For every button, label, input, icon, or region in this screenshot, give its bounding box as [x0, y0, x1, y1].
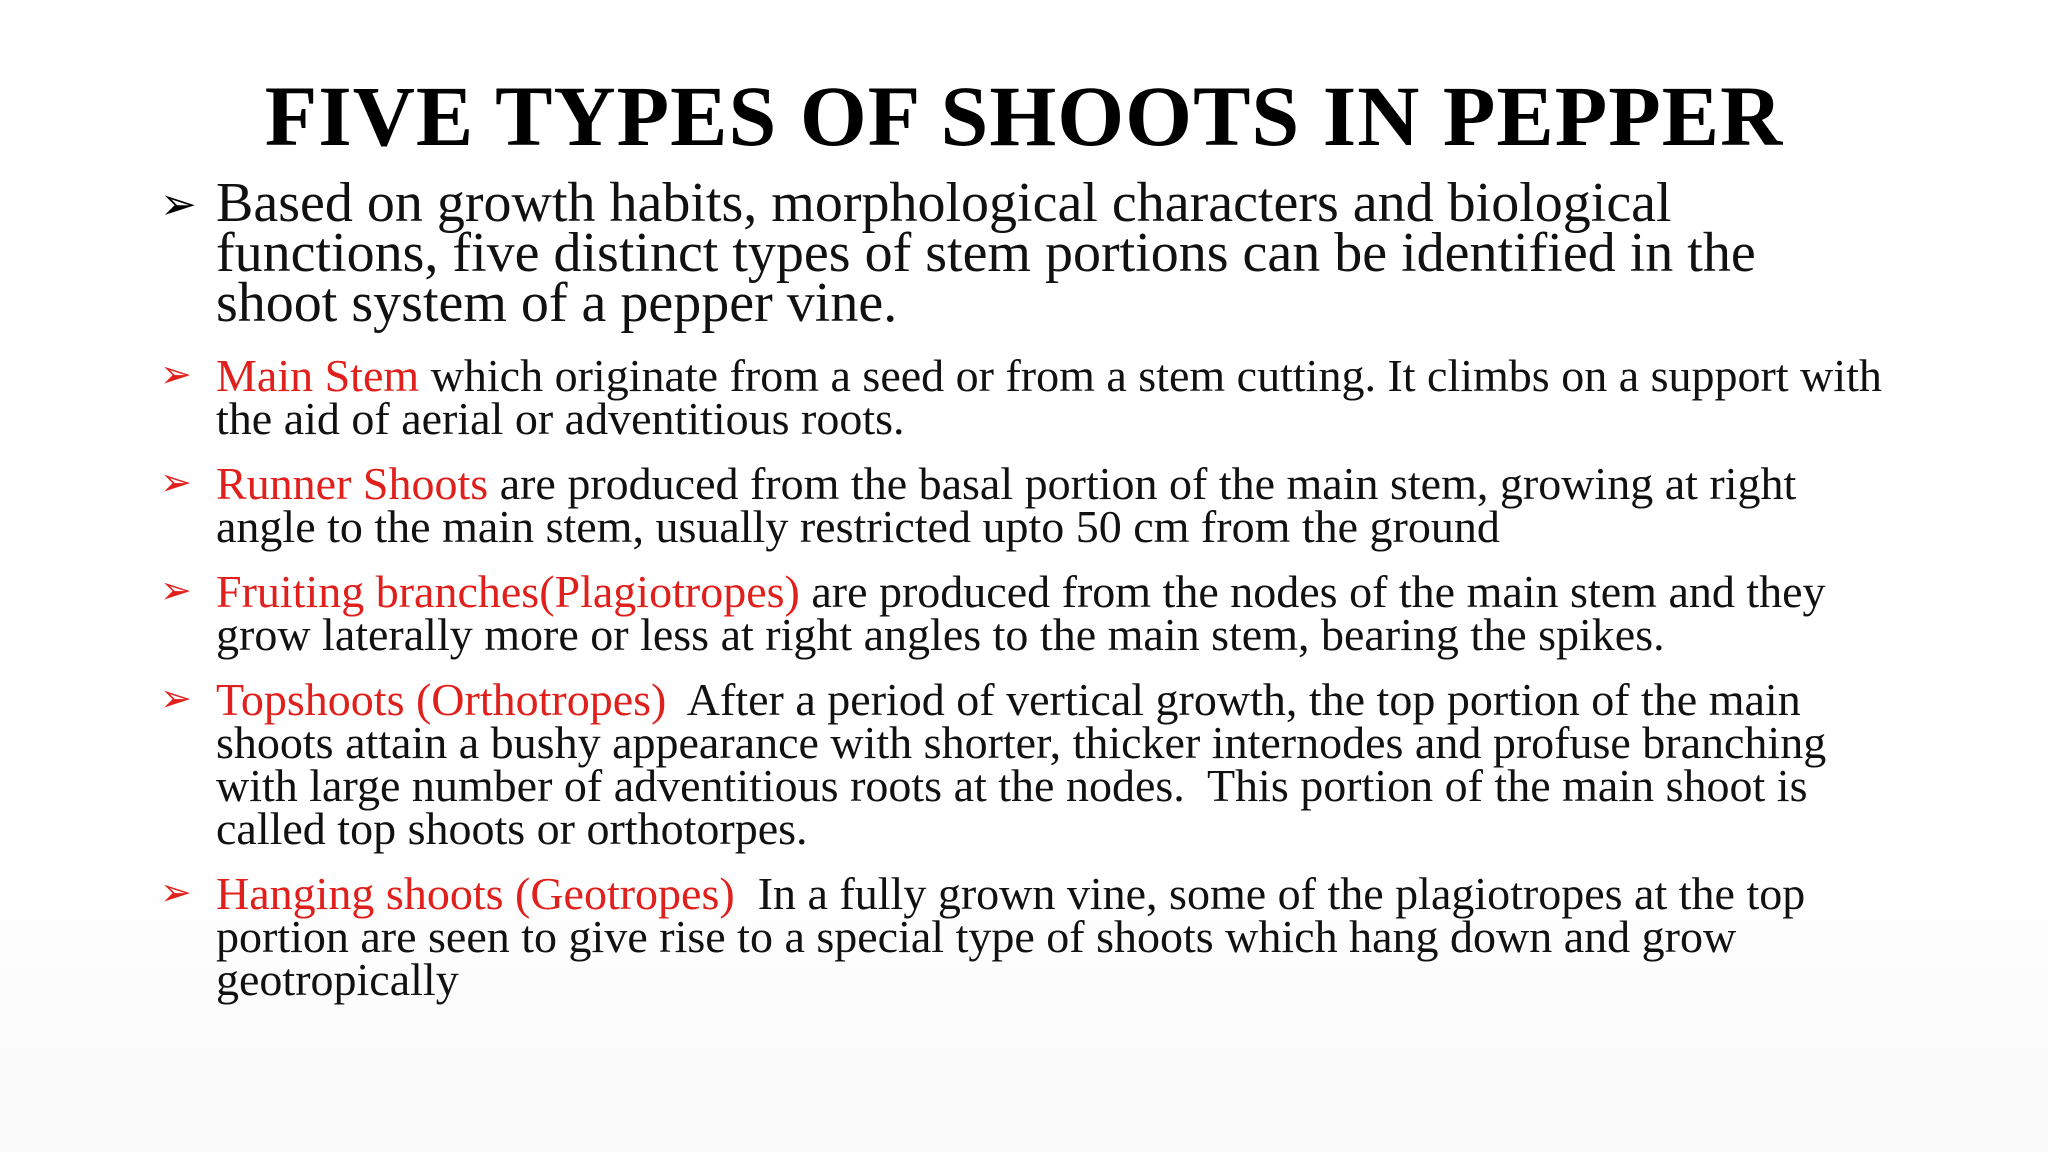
arrow-bullet-icon: ➢	[160, 570, 192, 612]
bullet-runner-shoots	[160, 458, 1890, 552]
intro-text: Based on growth habits, morphological characters and biological functions, five distinct types of stem portions can be identified in the shoot system of a pepper vine.	[216, 172, 1756, 334]
bullet-fruiting-branches	[160, 566, 1890, 660]
slide-title: FIVE TYPES OF SHOOTS IN PEPPER	[264, 68, 1784, 164]
bullet-topshoots	[160, 674, 1890, 854]
bullet-list	[160, 172, 1890, 1023]
term-runner-shoots: Runner Shoots	[216, 458, 489, 509]
term-main-stem: Main Stem	[216, 350, 420, 401]
arrow-bullet-icon: ➢	[160, 180, 197, 229]
description-runner-shoots: are produced from the basal portion of the main stem, growing at right angle to the main stem, usually restricted upto 50 cm from the ground	[216, 458, 1797, 552]
intro-bullet	[160, 172, 1890, 334]
description-main-stem: which originate from a seed or from a stem cutting. It climbs on a support with the aid of aerial or adventitious roots.	[216, 350, 1882, 444]
term-topshoots: Topshoots (Orthotropes)	[216, 674, 667, 725]
term-fruiting-branches: Fruiting branches(Plagiotropes)	[216, 566, 800, 617]
arrow-bullet-icon: ➢	[160, 678, 192, 720]
description-fruiting-branches: are produced from the nodes of the main stem and they grow laterally more or less at right angles to the main stem, bearing the spikes.	[216, 566, 1826, 660]
arrow-bullet-icon: ➢	[160, 354, 192, 396]
bullet-main-stem	[160, 350, 1890, 444]
term-hanging-shoots: Hanging shoots (Geotropes)	[216, 868, 735, 919]
arrow-bullet-icon: ➢	[160, 872, 192, 914]
description-topshoots: After a period of vertical growth, the top portion of the main shoots attain a bushy appearance with shorter, thicker internodes and profuse branching with large number of adventitious roots at the nodes. This portion of the main shoot is called top shoots or orthotorpes.	[216, 674, 1838, 854]
arrow-bullet-icon: ➢	[160, 462, 192, 504]
description-hanging-shoots: In a fully grown vine, some of the plagiotropes at the top portion are seen to give rise to a special type of shoots which hang down and grow geotropically	[216, 868, 1817, 1005]
bullet-hanging-shoots	[160, 868, 1890, 1005]
